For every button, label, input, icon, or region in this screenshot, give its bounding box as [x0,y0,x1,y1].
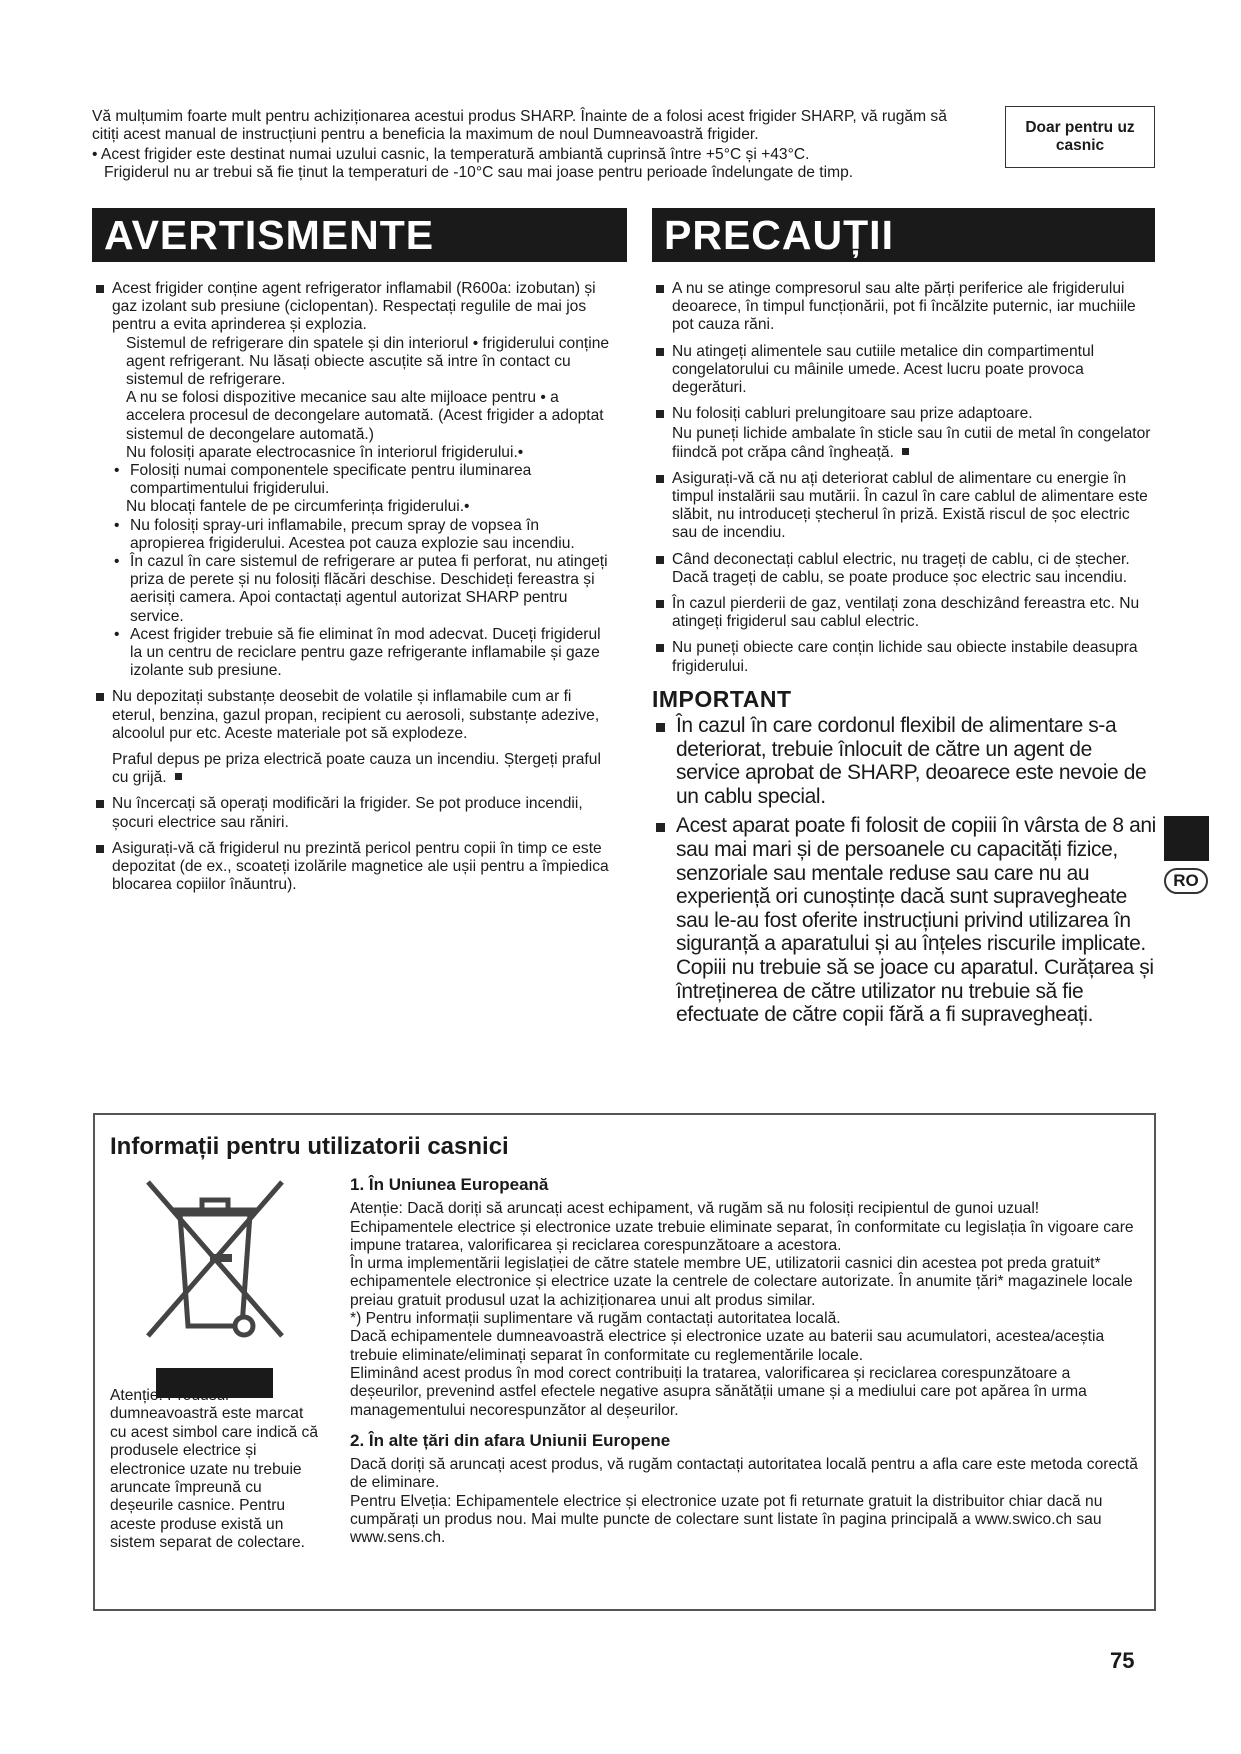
info-paragraph: În urma implementării legislației de către statele membre UE, utilizatorii casnici din acestea pot preda gratuit* echipamentele electronice și electrice uzate la centrele de colectare autorizate. În anumite țări* magazinele locale preiau gratuit produsul uzat la achiziționarea unui alt produs similar. [350,1255,1133,1309]
bullet-square-icon [96,800,104,808]
info-right-column [350,1176,1140,1548]
precautions-column [652,280,1157,1033]
warning-item: Asigurați-vă că frigiderul nu prezintă pericol pentru copii în timp ce este depozitat (de ex., scoateți izolările magnetice ale ușii pentru a împiedica blocarea copiilor înăuntru). [92,840,612,895]
bullet-square-icon [656,823,665,832]
important-heading: IMPORTANT [652,685,792,712]
warning-subitem: • Folosiți numai componentele specificate pentru iluminarea compartimentului frigiderului. [114,462,532,498]
precaution-item: Nu puneți obiecte care conțin lichide sau obiecte instabile deasupra frigiderului. [652,639,1157,675]
info-paragraph: Dacă echipamentele dumneavoastră electrice și electronice uzate au baterii sau acumulatori, acestea/aceștia trebuie eliminate/eliminați separat în conformitate cu reglementările locale. [350,1328,1105,1364]
intro-paragraph: Vă mulțumim foarte mult pentru achiziționarea acestui produs SHARP. Înainte de a folosi acest frigider SHARP, vă rugăm să citiți acest manual de instrucțiuni pentru a beneficia la maximum de noul Dumneavoastră frigider. [92,108,947,144]
bullet-square-icon [96,285,104,293]
bullet-square-icon [656,410,664,418]
important-item: În cazul în care cordonul flexibil de alimentare s-a deteriorat, trebuie înlocuit de către un agent de service aprobat de SHARP, deoarece este nevoie de un cablu special. [652,714,1157,808]
warning-subitem: A nu se folosi dispozitive mecanice sau alte mijloace pentru • a accelera procesul de decongelare automată. (Acest frigider a adoptat sistemul de decongelare automată.) [126,389,604,443]
warning-subitem: Nu blocați fantele de pe circumferința frigiderului.• [126,498,470,516]
bullet-square-icon [656,644,664,652]
intro-bullet-continuation: Frigiderul nu ar trebui să fie ținut la temperaturi de -10°C sau mai joase pentru perioade îndelungate de timp. [104,164,854,182]
bullet-square-icon [175,773,182,780]
precaution-item: În cazul pierderii de gaz, ventilați zona deschizând fereastra etc. Nu atingeți frigiderul sau cablul electric. [652,595,1157,631]
warning-item: Nu depozitați substanțe deosebit de volatile și inflamabile cum ar fi eterul, benzina, gazul propan, recipient cu aerosoli, substanțe adezive, alcoolul pur etc. Aceste materiale pot să explodeze. [92,688,612,743]
bullet-square-icon [656,600,664,608]
info-title: Informații pentru utilizatorii casnici [110,1133,509,1160]
precaution-item: Când deconectați cablul electric, nu trageți de cablu, ci de ștecher. Dacă trageți de cablu, se poate produce șoc electric sau incendiu. [652,551,1157,587]
page-number: 75 [1110,1648,1135,1673]
warning-subitem: • Acest frigider trebuie să fie eliminat în mod adecvat. Duceți frigiderul la un centru de reciclare pentru gaze refrigerante inflamabile și gaze izolante sub presiune. [114,625,601,680]
warning-item: Praful depus pe priza electrică poate cauza un incendiu. Ștergeți praful cu grijă. [112,751,601,787]
bullet-square-icon [656,723,665,732]
warning-text: Acest frigider conține agent refrigerator inflamabil (R600a: izobutan) și gaz izolant sub presiune (ciclopentan). Respectați regulile de mai jos pentru a evita aprinderea și explozia. [112,280,596,334]
bullet-square-icon [656,556,664,564]
intro-text [92,108,972,183]
warning-subitem: Sistemul de refrigerare din spatele și din interiorul • frigiderului conține agent refrigerant. Nu lăsați obiecte ascuțite să intre în contact cu sistemul de refrigerare. [126,334,610,389]
bullet-square-icon [656,348,664,356]
warning-subitem: Nu folosiți aparate electrocasnice în interiorul frigiderului.• [126,443,524,461]
warning-subitem: • În cazul în care sistemul de refrigerare ar putea fi perforat, nu atingeți priza de perete și nu folosiți flăcări deschise. Deschideți fereastra și aerisiți camera. Apoi contactați agentul autorizat SHARP pentru service. [114,553,608,625]
precautions-banner: PRECAUȚII [652,208,1155,262]
other-countries-heading: 2. În alte țări din afara Uniunii Europene [350,1430,671,1450]
bullet-square-icon [656,475,664,483]
warning-item [92,280,612,335]
info-paragraph: Atenție: Dacă doriți să aruncați acest echipament, vă rugăm să nu folosiți recipientul de gunoi uzual! Echipamentele electrice și electronice uzate trebuie eliminate separat, în conformitate cu legislația în vigoare care impune tratarea, valorificarea și reciclarea corespunzătoare a acestora. [350,1200,1134,1254]
household-use-box: Doar pentru uz casnic [1005,106,1155,168]
bullet-square-icon [902,448,909,455]
warning-item: Nu încercați să operați modificări la frigider. Se pot produce incendii, șocuri electrice sau răniri. [92,795,612,831]
language-tab-marker [1164,816,1209,861]
crossed-bin-icon [140,1176,290,1356]
info-paragraph: *) Pentru informații suplimentare vă rugăm contactați autoritatea locală. [350,1310,841,1328]
bullet-square-icon [96,693,104,701]
precaution-item: Nu folosiți cabluri prelungitoare sau prize adaptoare. [652,405,1157,423]
bullet-square-icon [656,285,664,293]
precaution-item: Asigurați-vă că nu ați deteriorat cablul de alimentare cu energie în timpul instalării sau mutării. În cazul în care cablul de alimentare este slăbit, nu introduceți ștecherul în priză. Există riscul de șoc electric sau de incendiu. [652,470,1157,543]
info-paragraph: Pentru Elveția: Echipamentele electrice și electronice uzate pot fi returnate gratuit la distribuitor chiar dacă nu cumpărați un produs nou. Mai multe puncte de colectare sunt listate în pagina principală a www.swico.ch sau www.sens.ch. [350,1492,1103,1547]
precaution-item: A nu se atinge compresorul sau alte părți periferice ale frigiderului deoarece, în timpul funcționării, pot fi încălzite puternic, iar muchiile pot cauza răni. [652,280,1157,335]
info-paragraph: Eliminând acest produs în mod corect contribuiți la tratarea, valorificarea și reciclarea corespunzătoare a deșeurilor, prevenind astfel efectele negative asupra sănătății umane și a mediului care pot apărea în urma managementului necorespunzător al deșeurilor. [350,1364,1087,1419]
info-note: Atenție: Produsul dumneavoastră este marcat cu acest simbol care indică că produsele electrice și electronice uzate nu trebuie aruncate împreună cu deșeurile casnice. Pentru aceste produse există un sistem separat de colectare. [110,1387,319,1552]
precaution-item: Nu puneți lichide ambalate în sticle sau în cutii de metal în congelator fiindcă pot crăpa când îngheață. [672,425,1151,461]
bullet-square-icon [96,845,104,853]
precaution-item: Nu atingeți alimentele sau cutiile metalice din compartimentul congelatorului cu mâinile umede. Acest lucru poate provoca degerături. [652,343,1157,398]
language-badge: RO [1164,868,1208,894]
warning-subitem: • Nu folosiți spray-uri inflamabile, precum spray de vopsea în apropierea frigiderului. Acestea pot cauza explozie sau incendiu. [114,516,575,552]
info-paragraph: Dacă doriți să aruncați acest produs, vă rugăm contactați autoritatea locală pentru a afla care este metoda corectă de eliminare. [350,1456,1138,1492]
warnings-banner: AVERTISMENTE [92,208,627,262]
eu-heading: 1. În Uniunea Europeană [350,1175,549,1194]
intro-bullet: • Acest frigider este destinat numai uzului casnic, la temperatură ambiantă cuprinsă între +5°C și +43°C. [92,145,810,163]
warnings-column [92,280,612,903]
important-item: Acest aparat poate fi folosit de copiii în vârsta de 8 ani sau mai mari și de persoanele cu capacități fizice, senzoriale sau mentale reduse sau care nu au experiență ori cunoștințe dacă sunt supravegheate sau le-au fost oferite instrucțiuni privind utilizarea în siguranță a aparatului și au înțeles riscurile implicate. Copiii nu trebuie să se joace cu aparatul. Curățarea și întreținerea de către utilizator nu trebuie să fie efectuate de către copii fără a fi supravegheați. [652,814,1157,1026]
